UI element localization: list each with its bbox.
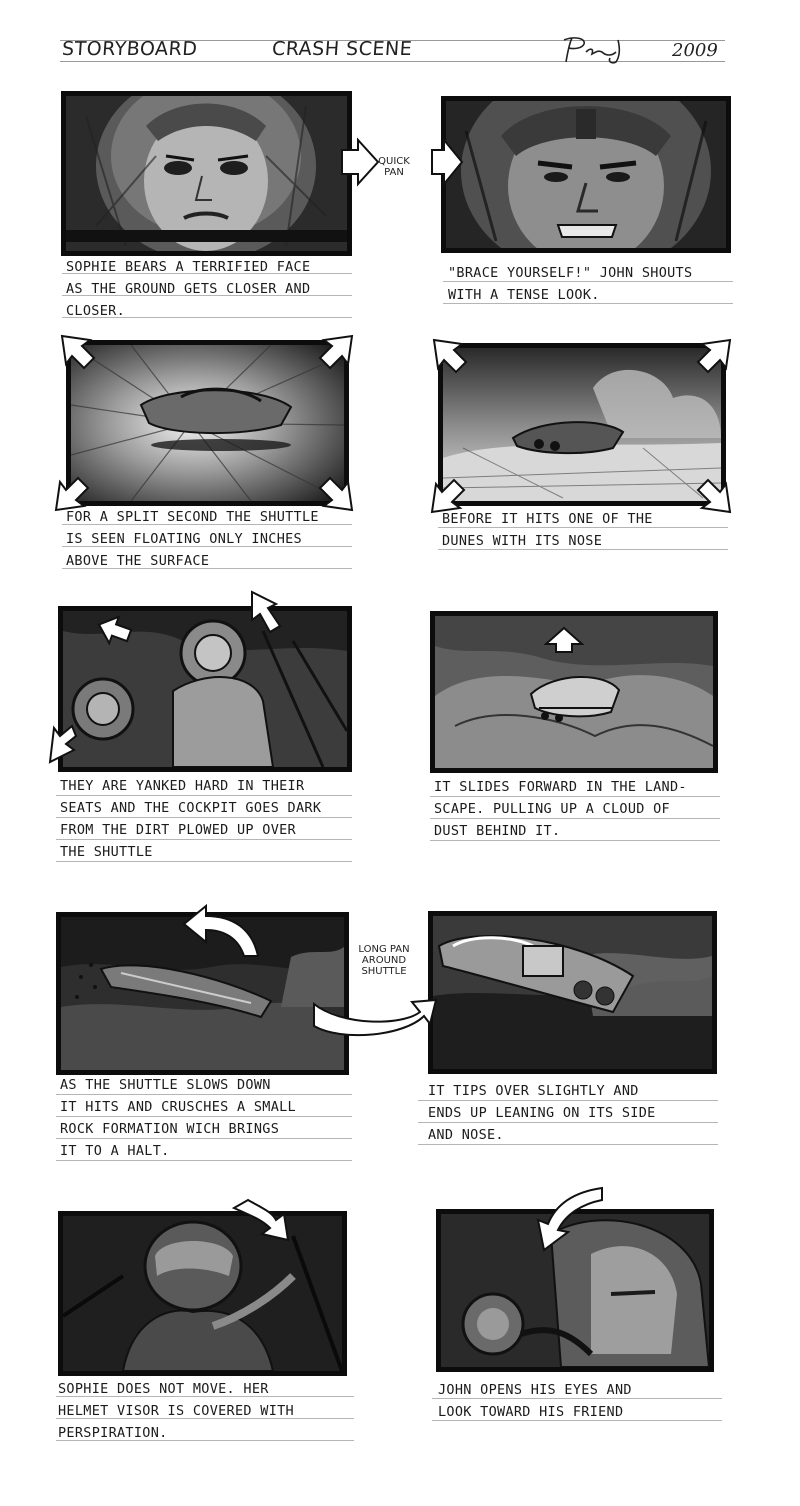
panel-4-caption: BEFORE IT HITS ONE OF THE DUNES WITH ITS NOSE (442, 511, 653, 549)
panel-6-caption: IT SLIDES FORWARD IN THE LAND- SCAPE. PULLING UP A CLOUD OF DUST BEHIND IT. (434, 779, 687, 839)
long-pan-arrow-icon (312, 996, 438, 1044)
panel-10-caption: JOHN OPENS HIS EYES AND LOOK TOWARD HIS FRIEND (438, 1382, 632, 1420)
panel-3-caption: FOR A SPLIT SECOND THE SHUTTLE IS SEEN FLOATING ONLY INCHES ABOVE THE SURFACE (66, 509, 319, 569)
panel-2-john-face (441, 96, 731, 253)
curved-arrow-icon (534, 1184, 604, 1254)
panel-3-shuttle-floating (66, 340, 349, 506)
corner-arrow-icon (318, 476, 354, 512)
quick-pan-arrow-in-icon (432, 138, 464, 188)
panel-9-caption: SOPHIE DOES NOT MOVE. HER HELMET VISOR IS COVERED WITH PERSPIRATION. (58, 1381, 294, 1441)
corner-arrow-icon (318, 334, 354, 370)
panel-1-sophie-face (61, 91, 352, 256)
panel-1-caption: SOPHIE BEARS A TERRIFIED FACE AS THE GROUND GETS CLOSER AND CLOSER. (66, 259, 311, 319)
panel-2-caption: "BRACE YOURSELF!" JOHN SHOUTS WITH A TENSE LOOK. (448, 265, 693, 303)
corner-arrow-icon (432, 338, 468, 374)
panel-5-caption: THEY ARE YANKED HARD IN THEIR SEATS AND THE COCKPIT GOES DARK FROM THE DIRT PLOWED UP OVER THE SHUTTLE (60, 778, 322, 860)
storyboard-title: STORYBOARD (61, 38, 199, 60)
corner-arrow-icon (696, 338, 732, 374)
panel-4-shuttle-dune (438, 343, 726, 506)
corner-arrow-icon (60, 334, 96, 370)
up-arrow-icon (544, 626, 584, 654)
quick-pan-note: QUICK PAN (378, 156, 410, 178)
direction-arrow-icon (232, 1198, 292, 1244)
signature-year: 2009 (672, 40, 718, 61)
panel-9-sophie-helmet (58, 1211, 347, 1376)
long-pan-note: LONG PAN AROUND SHUTTLE (358, 944, 410, 977)
direction-arrow-icon (96, 614, 132, 646)
curved-arrow-icon (180, 904, 260, 960)
direction-arrow-icon (246, 590, 286, 634)
panel-7-caption: AS THE SHUTTLE SLOWS DOWN IT HITS AND CRUSCHES A SMALL ROCK FORMATION WICH BRINGS IT TO A HALT. (60, 1077, 296, 1159)
artist-signature (560, 34, 680, 66)
scene-title: CRASH SCENE (271, 38, 413, 60)
panel-8-caption: IT TIPS OVER SLIGHTLY AND ENDS UP LEANING ON ITS SIDE AND NOSE. (428, 1083, 656, 1143)
corner-arrow-icon (696, 478, 732, 514)
panel-8-shuttle-tips (428, 911, 717, 1074)
direction-arrow-icon (48, 724, 78, 764)
